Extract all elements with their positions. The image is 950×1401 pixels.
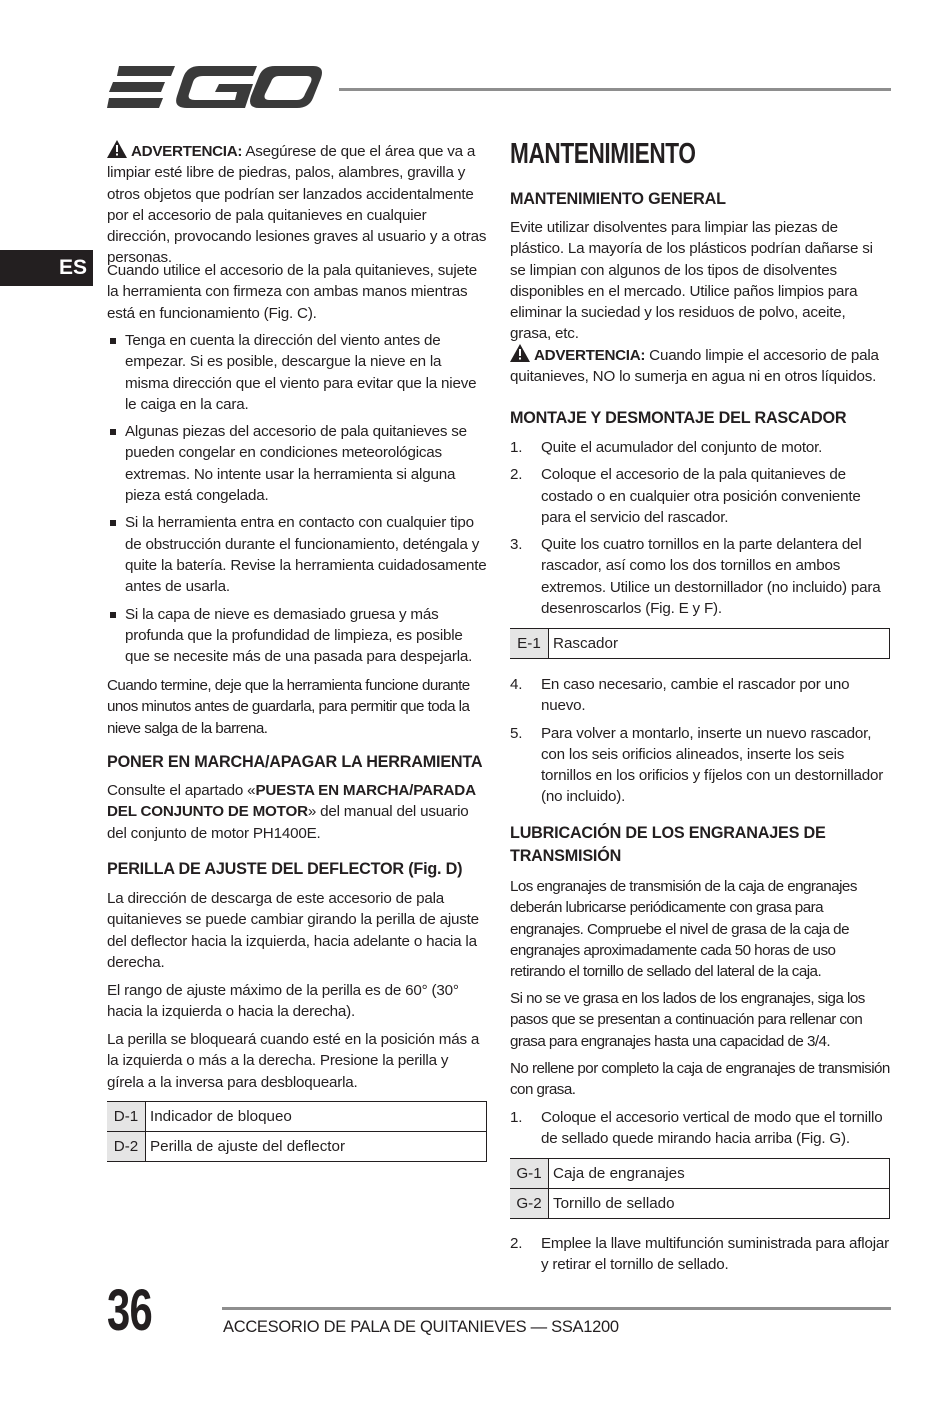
step-text: En caso necesario, cambie el rascador por uno nuevo. bbox=[541, 676, 850, 715]
step-number: 2. bbox=[510, 1235, 523, 1252]
list-item bbox=[510, 534, 890, 619]
footer-text: ACCESORIO DE PALA DE QUITANIEVES — SSA1200 bbox=[223, 1318, 619, 1336]
paragraph-text: La dirección de descarga de este accesorio de pala quitanieves se puede cambiar girando la perilla de ajuste del deflector hacia la izquierda, hacia adelante o hacia la derecha. bbox=[107, 890, 479, 971]
lube-paragraph-1 bbox=[510, 876, 890, 982]
table-row bbox=[510, 1159, 890, 1189]
start-text-bold: PUESTA EN MARCHA/PARADA DEL CONJUNTO DE MOTOR bbox=[107, 782, 476, 821]
step-text: Quite el acumulador del conjunto de motor. bbox=[541, 439, 823, 456]
reference-table-e bbox=[510, 628, 890, 659]
step-text: Emplee la llave multifunción suministrada para aflojar y retirar el tornillo de sellado. bbox=[541, 1235, 889, 1274]
table-row bbox=[107, 1132, 487, 1162]
heading-lubrication: LUBRICACIÓN DE LOS ENGRANAJES DE TRANSMISIÓN bbox=[510, 824, 826, 865]
paragraph-text: Los engranajes de transmisión de la caja de engranajes deberán lubricarse periódicamente con grasa para engranajes. Compruebe el nivel de grasa de la caja de engranajes aproximadamente cada 50 horas de uso retirando el tornillo de sellado del lateral de la caja. bbox=[510, 878, 857, 981]
warning-text: Cuando limpie el accesorio de pala quitanieves, NO lo sumerja en agua ni en otros líquidos. bbox=[510, 347, 879, 386]
bullet-marker bbox=[110, 520, 116, 526]
list-item bbox=[510, 464, 890, 528]
bullet-marker bbox=[110, 612, 116, 618]
reference-table-g bbox=[510, 1158, 890, 1219]
deflector-paragraph-3 bbox=[107, 1029, 487, 1093]
general-paragraph bbox=[510, 217, 890, 345]
warning-label: ADVERTENCIA: bbox=[534, 347, 646, 364]
heading-general-maintenance: MANTENIMIENTO GENERAL bbox=[510, 190, 726, 208]
table-row bbox=[107, 1102, 487, 1132]
paragraph-text: No rellene por completo la caja de engranajes de transmisión con grasa. bbox=[510, 1060, 890, 1099]
step-number: 1. bbox=[510, 439, 523, 456]
step-number: 2. bbox=[510, 466, 523, 484]
paragraph-text: Evite utilizar disolventes para limpiar las piezas de plástico. La mayoría de los plásticos podrían dañarse si se limpian con algunos de los tipos de disolventes disponibles en el mercado. Utilice paños limpios para eliminar la suciedad y los residuos de polvo, aceite, grasa, etc. bbox=[510, 219, 873, 343]
step-number: 3. bbox=[510, 536, 523, 554]
reference-table-d bbox=[107, 1101, 487, 1162]
table-row bbox=[510, 1189, 890, 1219]
warning-triangle-icon bbox=[510, 344, 530, 362]
bullet-text: Tenga en cuenta la dirección del viento antes de empezar. Si es posible, descargue la nieve en la misma dirección que el viento para evitar que la nieve le caiga en la cara. bbox=[125, 332, 477, 413]
paragraph-text: El rango de ajuste máximo de la perilla es de 60° (30° hacia la izquierda o hacia la derecha). bbox=[107, 982, 459, 1021]
paragraph-start-stop bbox=[107, 780, 487, 844]
paragraph-hold bbox=[107, 260, 487, 324]
language-tab: ES bbox=[0, 250, 93, 286]
lube-paragraph-2 bbox=[510, 988, 890, 1052]
page-number: 36 bbox=[107, 1278, 153, 1343]
scraper-steps-list-continued bbox=[510, 674, 890, 814]
bullet-item bbox=[107, 512, 487, 597]
step-text: Coloque el accesorio de la pala quitanieves de costado o en cualquier otra posición conveniente para el servicio del rascador. bbox=[541, 466, 861, 526]
deflector-paragraph-1 bbox=[107, 888, 487, 973]
start-text-pre: Consulte el apartado « bbox=[107, 782, 256, 799]
bullet-marker bbox=[110, 338, 116, 344]
ego-logo bbox=[107, 60, 322, 116]
step-text: Quite los cuatro tornillos en la parte delantera del rascador, así como los dos tornillos en ambos extremos. Utilice un destornillador (no incluido) para desenroscarlos (Fig. E y F). bbox=[541, 536, 881, 618]
step-number: 4. bbox=[510, 676, 523, 693]
ref-code: G-2 bbox=[510, 1189, 549, 1219]
bullet-item bbox=[107, 421, 487, 506]
step-text: Coloque el accesorio vertical de modo que el tornillo de sellado quede mirando hacia arriba (Fig. G). bbox=[541, 1109, 883, 1148]
paragraph-finish bbox=[107, 675, 487, 739]
scraper-steps-list bbox=[510, 437, 890, 625]
ref-label: Perilla de ajuste del deflector bbox=[146, 1132, 487, 1162]
ref-label: Caja de engranajes bbox=[549, 1159, 890, 1189]
bullet-marker bbox=[110, 429, 116, 435]
list-item bbox=[510, 723, 890, 808]
ref-code: G-1 bbox=[510, 1159, 549, 1189]
ref-code: E-1 bbox=[510, 629, 549, 659]
warning-text: Asegúrese de que el área que va a limpiar esté libre de piedras, palos, alambres, gravilla y otros objetos que podrían ser lanzados accidentalmente por el accesorio de pala quitanieves en cualquier dirección, provocando lesiones graves al usuario y a otras personas. bbox=[107, 143, 487, 267]
heading-start-stop: PONER EN MARCHA/APAGAR LA HERRAMIENTA bbox=[107, 753, 483, 771]
ref-label: Indicador de bloqueo bbox=[146, 1102, 487, 1132]
list-item bbox=[510, 674, 890, 717]
paragraph-text: Cuando utilice el accesorio de la pala quitanieves, sujete la herramienta con firmeza con ambas manos mientras está en funcionamiento (Fig. C). bbox=[107, 262, 478, 322]
paragraph-text: Si no se ve grasa en los lados de los engranajes, siga los pasos que se presentan a continuación para rellenar con grasa para engranajes hasta una capacidad de 3/4. bbox=[510, 990, 865, 1050]
bullet-text: Si la herramienta entra en contacto con cualquier tipo de obstrucción durante el funcionamiento, deténgala y quite la batería. Revise la herramienta cuidadosamente antes de usarla. bbox=[125, 514, 487, 596]
paragraph-text: Cuando termine, deje que la herramienta funcione durante unos minutos antes de guardarla, para permitir que toda la nieve salga de la barrena. bbox=[107, 677, 470, 737]
list-item bbox=[510, 1233, 890, 1276]
header-rule bbox=[339, 88, 891, 91]
paragraph-text: La perilla se bloqueará cuando esté en la posición más a la izquierda o más a la derecha. Presione la perilla y gírela a la inversa para desbloquearla. bbox=[107, 1031, 480, 1091]
heading-deflector: PERILLA DE AJUSTE DEL DEFLECTOR (Fig. D) bbox=[107, 860, 463, 878]
section-title: MANTENIMIENTO bbox=[510, 138, 696, 170]
ref-code: D-1 bbox=[107, 1102, 146, 1132]
lube-steps-list-continued bbox=[510, 1233, 890, 1282]
safety-bullet-list bbox=[107, 330, 487, 673]
bullet-text: Algunas piezas del accesorio de pala quitanieves se pueden congelar en condiciones meteorológicas extremas. No intente usar la herramienta si alguna pieza está congelada. bbox=[125, 423, 467, 505]
start-text-post: » del manual del usuario del conjunto de motor PH1400E. bbox=[107, 803, 469, 842]
footer-rule bbox=[222, 1307, 891, 1310]
heading-scraper: MONTAJE Y DESMONTAJE DEL RASCADOR bbox=[510, 409, 847, 427]
step-number: 1. bbox=[510, 1109, 523, 1126]
list-item bbox=[510, 437, 890, 458]
ref-label: Rascador bbox=[549, 629, 890, 659]
ref-code: D-2 bbox=[107, 1132, 146, 1162]
lube-steps-list bbox=[510, 1107, 890, 1156]
list-item bbox=[510, 1107, 890, 1150]
step-text: Para volver a montarlo, inserte un nuevo rascador, con los seis orificios alineados, inserte los seis tornillos en los orificios y fíjelos con un destornillador (no incluido). bbox=[541, 724, 884, 806]
bullet-item bbox=[107, 604, 487, 668]
bullet-text: Si la capa de nieve es demasiado gruesa y más profunda que la profundidad de limpieza, es posible que se necesite más de una pasada para despejarla. bbox=[125, 605, 473, 666]
deflector-paragraph-2 bbox=[107, 980, 487, 1023]
table-row bbox=[510, 629, 890, 659]
warning-label: ADVERTENCIA: bbox=[131, 143, 243, 160]
warning-triangle-icon bbox=[107, 140, 127, 158]
bullet-item bbox=[107, 330, 487, 415]
ref-label: Tornillo de sellado bbox=[549, 1189, 890, 1219]
step-number: 5. bbox=[510, 724, 523, 742]
warning-block-debris bbox=[107, 140, 487, 269]
lube-paragraph-3 bbox=[510, 1058, 890, 1101]
warning-block-cleaning bbox=[510, 344, 890, 388]
